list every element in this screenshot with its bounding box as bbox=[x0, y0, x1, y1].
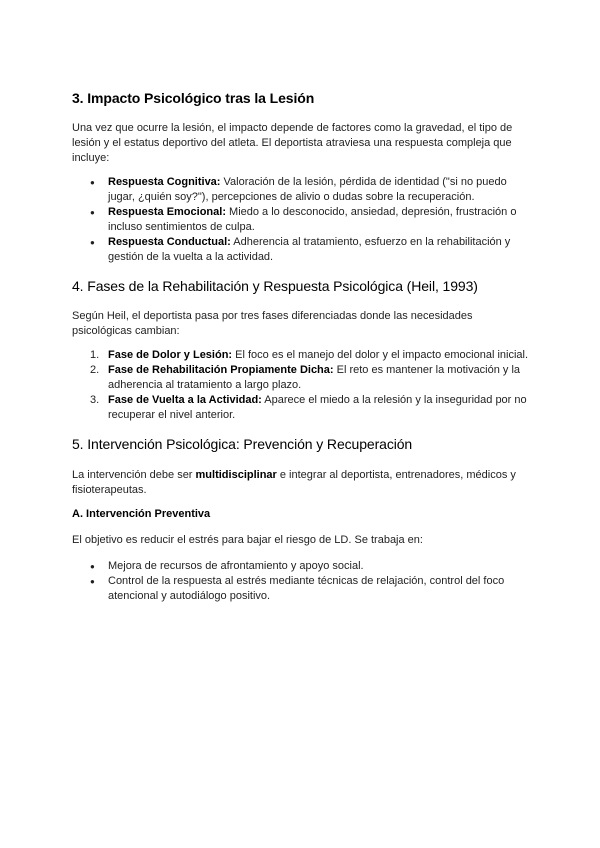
item-text: El foco es el manejo del dolor y el impacto emocional inicial. bbox=[232, 349, 529, 361]
item-number: 2. bbox=[90, 364, 100, 376]
intro-text: e integrar al deportista, entrenadores, médicos y fisioterapeutas. bbox=[72, 469, 516, 496]
list-item: ● Control de la respuesta al estrés mediante técnicas de relajación, control del foco atencional y autodiálogo positivo. bbox=[72, 574, 530, 604]
subsection-a-list bbox=[72, 559, 530, 604]
section-5-intro bbox=[72, 468, 530, 498]
item-label: Fase de Vuelta a la Actividad: bbox=[108, 394, 262, 406]
section-3-list bbox=[72, 175, 530, 265]
section-4-intro: Según Heil, el deportista pasa por tres fases diferenciadas donde las necesidades psicológicas cambian: bbox=[72, 310, 473, 337]
intro-text: La intervención debe ser bbox=[72, 469, 196, 481]
section-4-list bbox=[72, 348, 530, 423]
list-item bbox=[72, 205, 530, 235]
list-item bbox=[72, 175, 530, 205]
list-item bbox=[72, 235, 530, 265]
subsection-a-objective: El objetivo es reducir el estrés para bajar el riesgo de LD. Se trabaja en: bbox=[72, 534, 423, 546]
item-label: Fase de Dolor y Lesión: bbox=[108, 349, 233, 361]
section-5-heading: 5. Intervención Psicológica: Prevención y Recuperación bbox=[72, 436, 413, 452]
list-item bbox=[72, 348, 530, 363]
item-number: 1. bbox=[90, 349, 100, 361]
item-text: Aparece el miedo a la relesión y la inseguridad por no recuperar el nivel anterior. bbox=[108, 394, 527, 421]
item-label: Respuesta Conductual: bbox=[108, 236, 231, 248]
item-label: Respuesta Cognitiva: bbox=[108, 176, 221, 188]
item-text: Miedo a lo desconocido, ansiedad, depresión, frustración o incluso sentimientos de culpa. bbox=[108, 206, 517, 233]
section-3-heading: 3. Impacto Psicológico tras la Lesión bbox=[72, 90, 315, 106]
list-item bbox=[72, 393, 530, 423]
item-text: Valoración de la lesión, pérdida de identidad ("si no puedo jugar, ¿quién soy?"), percepciones de alivio o dudas sobre la recuperación. bbox=[108, 176, 507, 203]
section-4-heading: 4. Fases de la Rehabilitación y Respuesta Psicológica (Heil, 1993) bbox=[72, 278, 478, 294]
item-label: Fase de Rehabilitación Propiamente Dicha: bbox=[108, 364, 334, 376]
list-item bbox=[72, 363, 530, 393]
list-item: ● Mejora de recursos de afrontamiento y apoyo social. bbox=[72, 559, 530, 574]
item-text: Adherencia al tratamiento, esfuerzo en la rehabilitación y gestión de la vuelta a la actividad. bbox=[108, 236, 511, 263]
item-text: El reto es mantener la motivación y la adherencia al tratamiento a largo plazo. bbox=[108, 364, 521, 391]
item-label: Respuesta Emocional: bbox=[108, 206, 226, 218]
item-number: 3. bbox=[90, 394, 100, 406]
section-3-intro: Una vez que ocurre la lesión, el impacto depende de factores como la gravedad, el tipo de lesión y el estatus deportivo del atleta. El deportista atraviesa una respuesta compleja que incluye: bbox=[72, 122, 513, 164]
subsection-a-heading: A. Intervención Preventiva bbox=[72, 508, 211, 520]
intro-bold: multidisciplinar bbox=[195, 469, 277, 481]
